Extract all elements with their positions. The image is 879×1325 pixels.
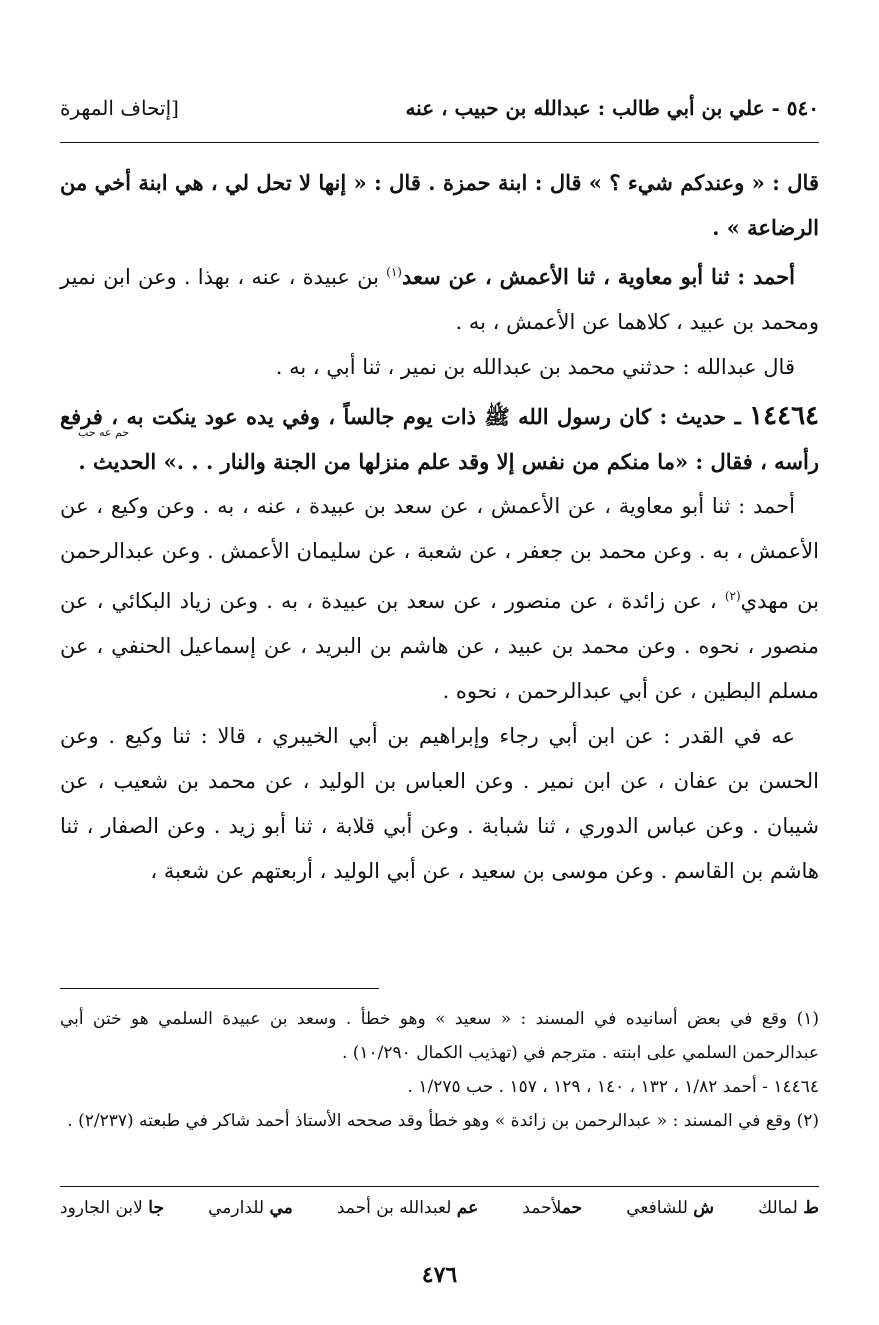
- footnote-ref-2: (٢): [724, 589, 741, 603]
- hadith-paragraph: [60, 394, 819, 484]
- paragraph-2: [60, 250, 819, 345]
- book-title: [إتحاف المهرة: [60, 96, 179, 120]
- sigla-item: مي للدارمي: [208, 1198, 293, 1218]
- paragraph-5-text-a: أحمد : ثنا أبو معاوية ، عن الأعمش ، عن سعد بن عبيدة ، عنه ، به . وعن وكيع ، عن الأعمش ، به . وعن محمد بن جعفر ، عن شعبة ، عن سليمان الأعمش . وعن عبدالرحمن بن مهدي: [60, 494, 819, 613]
- footnote-reference: ١٤٤٦٤ - أحمد ١/٨٢ ، ١٣٢ ، ١٤٠ ، ١٢٩ ، ١٥٧ . حب ١/٢٧٥ .: [407, 1077, 819, 1097]
- main-text: [60, 160, 819, 894]
- header-rule: [60, 142, 819, 143]
- sigla-item: جا لابن الجارود: [60, 1198, 164, 1218]
- sigla-item: عم لعبدالله بن أحمد: [336, 1198, 479, 1218]
- sigla-item: ط لمالك: [758, 1198, 819, 1218]
- hadith-text: ـ حديث : كان رسول الله ﷺ ذات يوم جالساً ، وفي يده عود ينكت به ، فرفع رأسه ، فقال : «ما منكم من نفس إلا وقد علم منزلها من الجنة والنار . . .» الحديث .: [60, 404, 819, 474]
- sigla-item: ش للشافعي: [626, 1198, 715, 1218]
- footnote-2: (٢) وقع في المسند : « عبدالرحمن بن زائدة » وهو خطأ وقد صححه الأستاذ أحمد شاكر في طبعته (٢/٢٣٧) .: [67, 1111, 819, 1131]
- paragraph-1: قال : « وعندكم شيء ؟ » قال : ابنة حمزة . قال : « إنها لا تحل لي ، هي ابنة أخي من الرضاعة » .: [60, 170, 819, 240]
- running-header: [60, 96, 819, 132]
- footnote-ref-1: (١): [386, 265, 402, 279]
- paragraph-2-text-b: بن عبيدة ، عنه ، بهذا . وعن ابن نمير ومحمد بن عبيد ، كلاهما عن الأعمش ، به .: [60, 265, 819, 334]
- paragraph-5-text-b: ، عن زائدة ، عن منصور ، عن سعد بن عبيدة ، به . وعن زياد البكائي ، عن منصور ، نحوه . وعن محمد بن عبيد ، عن هاشم بن البريد ، عن إسماعيل الحنفي ، عن مسلم البطين ، عن أبي عبدالرحمن ، نحوه .: [60, 589, 819, 703]
- footnotes: [60, 1002, 819, 1138]
- hadith-number: ١٤٤٦٤: [749, 401, 819, 431]
- sigla-legend: [60, 1198, 819, 1218]
- paragraph-5: [60, 484, 819, 714]
- page-number: ٤٧٦: [421, 1262, 458, 1288]
- paragraph-3: قال عبدالله : حدثني محمد بن عبدالله بن نمير ، ثنا أبي ، به .: [275, 355, 795, 379]
- paragraph-2-text-a: أحمد : ثنا أبو معاوية ، ثنا الأعمش ، عن سعد: [401, 264, 795, 289]
- sigla-rule: [60, 1186, 819, 1187]
- footnote-separator: [60, 988, 379, 989]
- paragraph-6: عه في القدر : عن ابن أبي رجاء وإبراهيم بن أبي الخيبري ، قالا : ثنا وكيع . وعن الحسن بن عفان ، عن ابن نمير . وعن العباس بن الوليد ، عن محمد بن شعيب ، عن شيبان . وعن عباس الدوري ، ثنا شبابة . وعن أبي قلابة ، ثنا أبو زيد . وعن الصفار ، ثنا هاشم بن القاسم . وعن موسى بن سعيد ، عن أبي الوليد ، أربعتهم عن شعبة ،: [60, 724, 819, 883]
- sigla-item: حملأحمد: [522, 1198, 583, 1218]
- footnote-1: (١) وقع في بعض أسانيده في المسند : « سعيد » وهو خطأ . وسعد بن عبيدة السلمي هو ختن أبي عبدالرحمن السلمي على ابنته . مترجم في (تهذيب الكمال ١٠/٢٩٠) .: [60, 1009, 819, 1063]
- chapter-title: ٥٤٠ - علي بن أبي طالب : عبدالله بن حبيب ، عنه: [405, 96, 819, 120]
- margin-sigla: حم عه حب: [78, 426, 130, 439]
